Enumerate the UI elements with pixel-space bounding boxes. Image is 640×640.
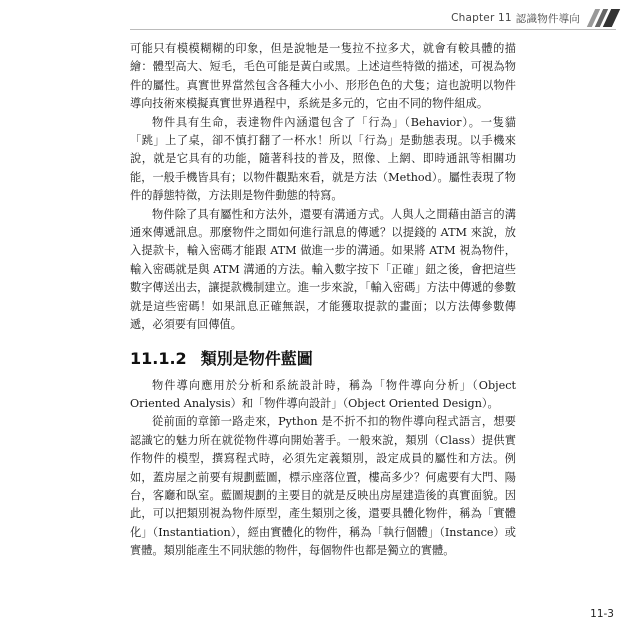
running-head: [451, 8, 616, 28]
paragraph: 物件導向應用於分析和系統設計時，稱為「物件導向分析」（Object Oriented Analysis）和「物件導向設計」（Object Oriented Design）。: [130, 378, 516, 410]
page-body: [130, 40, 516, 561]
chapter-label: Chapter 11: [451, 12, 512, 24]
header-rule: [130, 29, 616, 30]
chapter-stripes-icon: [588, 9, 616, 27]
paragraph: 物件具有生命，表達物件內涵還包含了「行為」（Behavior）。一隻貓「跳」上了桌，卻不慎打翻了一杯水！所以「行為」是動態表現。以手機來說，就是它具有的功能，隨著科技的普及，照像、上網、即時通訊等相關功能，一般手機皆具有；以物件觀點來看，就是方法（Method）。屬性表現了物件的靜態特徵，方法則是物件動態的特寫。: [130, 115, 516, 203]
section-heading: [130, 349, 516, 369]
page-number: 11-3: [590, 608, 614, 620]
paragraph: 從前面的章節一路走來，Python 是不折不扣的物件導向程式語言，想要認識它的魅力所在就從物件導向開始著手。一般來說，類別（Class）提供實作物件的模型，撰寫程式時，必須先定義類別，設定成員的屬性和方法。例如，蓋房屋之前要有規劃藍圖，標示座落位置，樓高多少？何處要有大門、陽台，客廳和臥室。藍圖規劃的主要目的就是反映出房屋建造後的真實面貌。因此，可以把類別視為物件原型，產生類別之後，還要具體化物件，稱為「實體化」（Instantiation），經由實體化的物件，稱為「執行個體」（Instance）或實體。類別能產生不同狀態的物件，每個物件也都是獨立的實體。: [130, 415, 516, 558]
chapter-title: 認識物件導向: [515, 12, 580, 25]
section-number: 11.1.2: [130, 348, 187, 368]
section-title: 類別是物件藍圖: [200, 348, 313, 368]
paragraph: 物件除了具有屬性和方法外，還要有溝通方式。人與人之間藉由語言的溝通來傳遞訊息。那麼物件之間如何進行訊息的傳遞？以提錢的 ATM 來說，放入提款卡，輸入密碼才能跟 ATM 做進一步的溝通。如果將 ATM 視為物件，輸入密碼就是與 ATM 溝通的方法。輸入數字按下「正確」鈕之後，會把這些數字傳送出去，讓提款機制建立。進一步來說，「輸入密碼」方法中傳遞的參數就是這些密碼！如果訊息正確無誤，才能獲取提款的畫面；以方法傳參數傳遞，必須要有回傳值。: [130, 207, 516, 332]
paragraph: 可能只有模模糊糊的印象，但是說牠是一隻拉不拉多犬，就會有較具體的描繪：體型高大、短毛，毛色可能是黃白或黑。上述這些特徵的描述，可視為物件的屬性。真實世界當然包含各種大小小、形形色色的犬隻；這也說明以物件導向技術來模擬真實世界過程中，系統是多元的，它由不同的物件組成。: [130, 42, 516, 111]
